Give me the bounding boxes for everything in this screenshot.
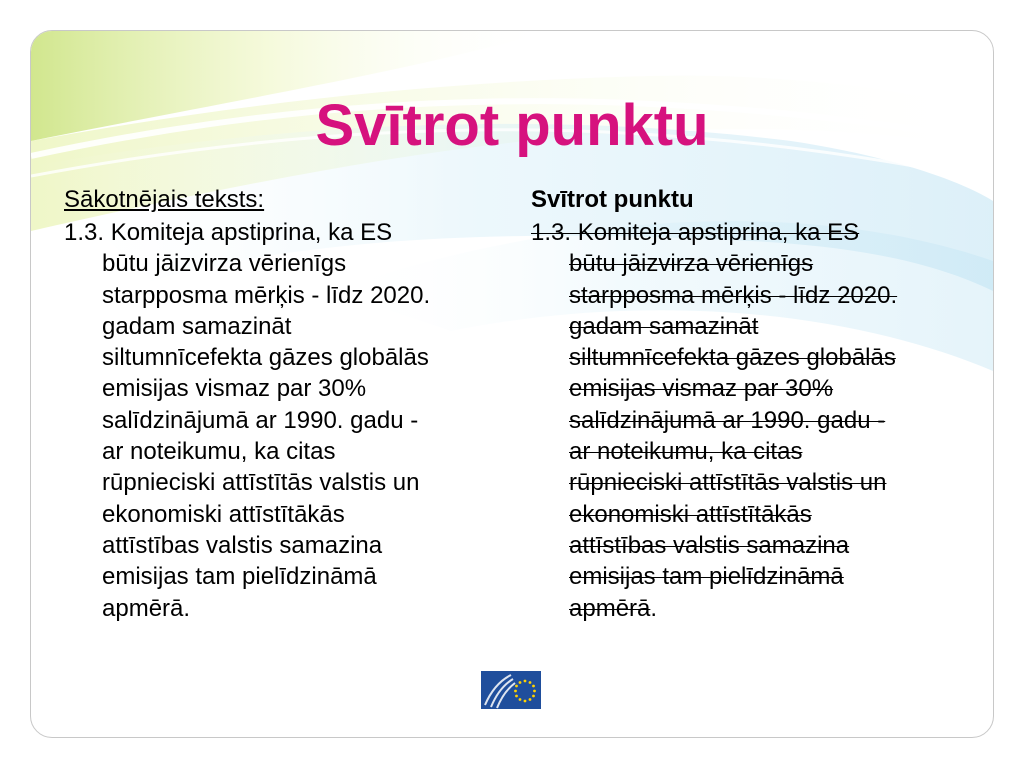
struck-text: attīstības valstis samazina xyxy=(569,531,850,559)
struck-text: apmērā xyxy=(569,594,651,622)
original-text-line: ar noteikumu, ka citas xyxy=(102,438,336,466)
original-text-line: gadam samazināt xyxy=(102,312,292,340)
struck-text-line xyxy=(531,436,971,467)
struck-text: siltumnīcefekta gāzes globālās xyxy=(569,344,896,372)
struck-text-line xyxy=(531,280,971,311)
amendment-column xyxy=(531,184,971,624)
struck-text: rūpnieciski attīstītās valstis un xyxy=(569,469,887,497)
struck-text: gadam samazināt xyxy=(569,312,759,340)
struck-text: būtu jāizvirza vērienīgs xyxy=(569,250,814,278)
original-text-line: starpposma mērķis - līdz 2020. xyxy=(102,281,431,309)
original-text-line: būtu jāizvirza vērienīgs xyxy=(102,250,347,278)
amendment-header: Svītrot punktu xyxy=(531,186,694,213)
original-text-line: siltumnīcefekta gāzes globālās xyxy=(102,344,429,372)
slide xyxy=(30,30,994,738)
struck-text-line xyxy=(531,499,971,530)
struck-text-line xyxy=(531,217,971,248)
struck-text: starpposma mērķis - līdz 2020. xyxy=(569,281,898,309)
trailing-period: . xyxy=(650,594,658,622)
original-text-line: attīstības valstis samazina xyxy=(102,531,383,559)
struck-text-line xyxy=(531,342,971,373)
struck-text: ekonomiski attīstītākās xyxy=(569,500,812,528)
struck-text-line xyxy=(531,248,971,279)
original-text-line: apmērā. xyxy=(102,594,191,622)
original-text-line: salīdzinājumā ar 1990. gadu - xyxy=(102,406,419,434)
original-text-line: ekonomiski attīstītākās xyxy=(102,500,345,528)
original-text-column xyxy=(64,184,504,624)
struck-text: emisijas vismaz par 30% xyxy=(569,375,834,403)
struck-text-line xyxy=(531,467,971,498)
struck-text: emisijas tam pielīdzināmā xyxy=(569,563,844,591)
original-text-header: Sākotnējais teksts: xyxy=(64,186,265,213)
struck-text-line xyxy=(531,311,971,342)
struck-text-line xyxy=(531,593,971,624)
struck-text: 1.3. Komiteja apstiprina, ka ES xyxy=(531,219,860,246)
original-text-line: rūpnieciski attīstītās valstis un xyxy=(102,469,420,497)
struck-text: salīdzinājumā ar 1990. gadu - xyxy=(569,406,886,434)
original-text-line: 1.3. Komiteja apstiprina, ka ES xyxy=(64,219,393,246)
struck-text-line xyxy=(531,561,971,592)
struck-text: ar noteikumu, ka citas xyxy=(569,438,803,466)
struck-text-line xyxy=(531,373,971,404)
original-text-line: emisijas tam pielīdzināmā xyxy=(102,563,377,591)
slide-title: Svītrot punktu xyxy=(315,93,709,158)
struck-text-line xyxy=(531,530,971,561)
struck-text-line xyxy=(531,405,971,436)
original-text-line: emisijas vismaz par 30% xyxy=(102,375,367,403)
eesc-logo-icon xyxy=(481,671,541,709)
